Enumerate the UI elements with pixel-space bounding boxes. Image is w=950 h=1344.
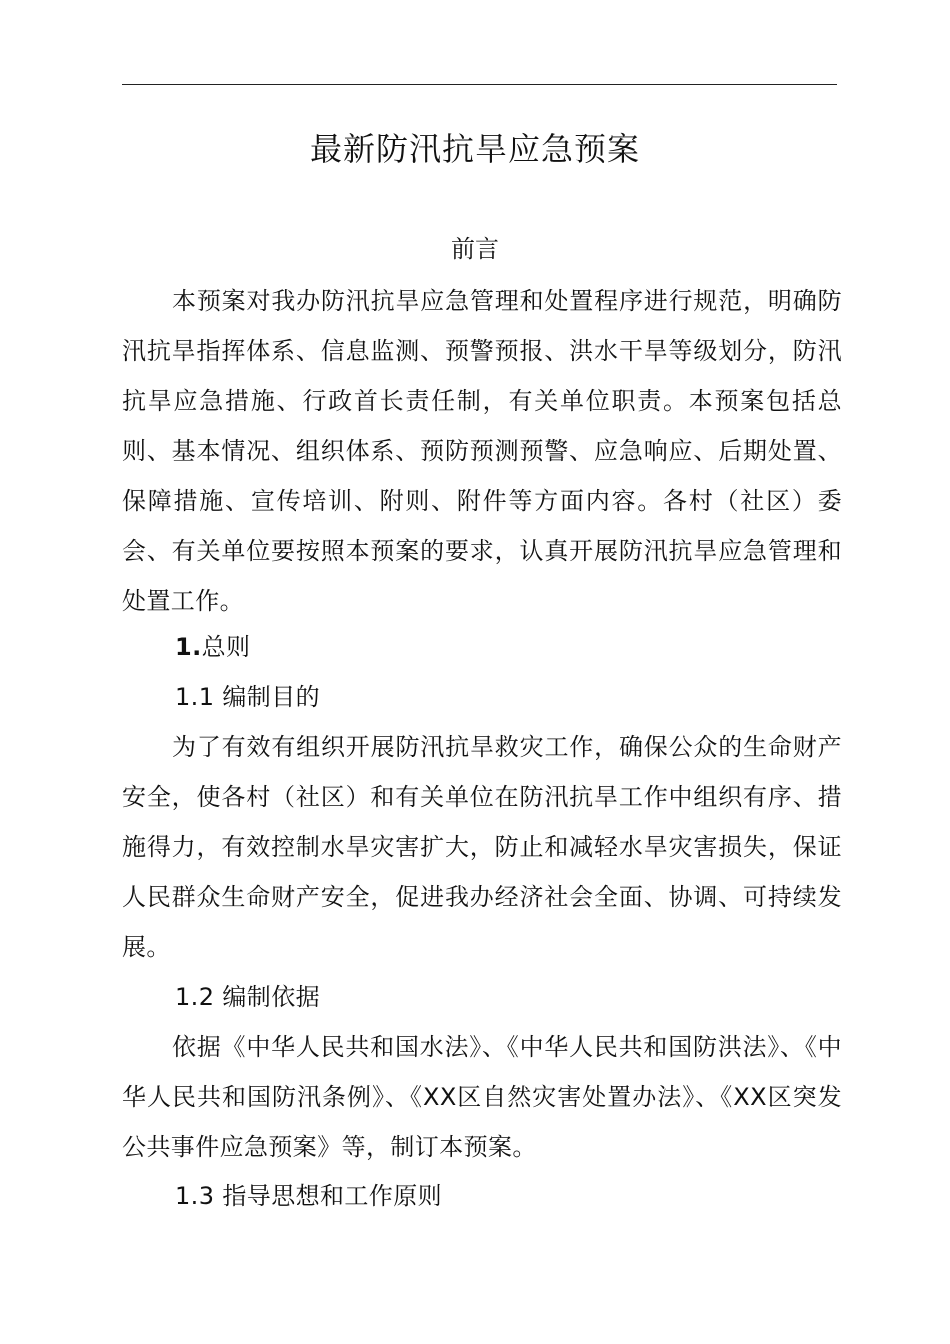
- preface-heading: 前言: [451, 235, 499, 263]
- section-1-number: 1.: [175, 633, 202, 661]
- header-rule: [122, 84, 837, 85]
- document-title: 最新防汛抗旱应急预案: [309, 130, 640, 168]
- section-1-3-heading: 1.3 指导思想和工作原则: [175, 1182, 442, 1210]
- section-1-1-paragraph: 为了有效有组织开展防汛抗旱救灾工作，确保公众的生命财产安全，使各村（社区）和有关单位在防汛抗旱工作中组织有序、措施得力，有效控制水旱灾害扩大，防止和减轻水旱灾害损失，保证人民群众生命财产安全，促进我办经济社会全面、协调、可持续发展。: [122, 733, 842, 961]
- section-1-heading: [175, 622, 250, 672]
- preface-paragraph: 本预案对我办防汛抗旱应急管理和处置程序进行规范，明确防汛抗旱指挥体系、信息监测、预警预报、洪水干旱等级划分，防汛抗旱应急措施、行政首长责任制，有关单位职责。本预案包括总则、基本情况、组织体系、预防预测预警、应急响应、后期处置、保障措施、宣传培训、附则、附件等方面内容。各村（社区）委会、有关单位要按照本预案的要求，认真开展防汛抗旱应急管理和处置工作。: [122, 287, 842, 615]
- section-1-title: 总则: [201, 633, 251, 661]
- section-1-2-paragraph: 依据《中华人民共和国水法》、《中华人民共和国防洪法》、《中华人民共和国防汛条例》、《XX区自然灾害处置办法》、《XX区突发公共事件应急预案》等，制订本预案。: [122, 1033, 842, 1161]
- section-1-2-heading: 1.2 编制依据: [175, 983, 320, 1011]
- section-1-1-heading: 1.1 编制目的: [175, 683, 320, 711]
